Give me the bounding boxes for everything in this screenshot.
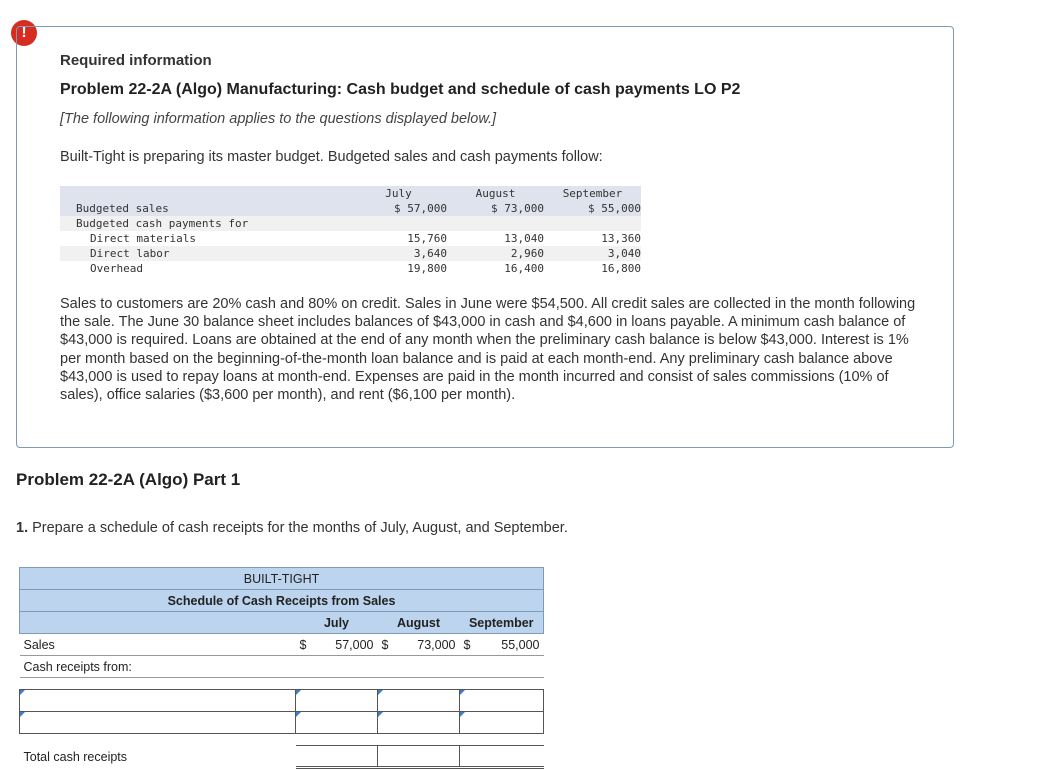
budget-cell: [544, 216, 641, 231]
problem-paragraph: Sales to customers are 20% cash and 80% on credit. Sales in June were $54,500. All credit sales are collected in the month following the sale. The June 30 balance sheet includes balances of $43,000 in cash and $4,600 in loans payable. A minimum cash balance of $43,000 is required. Loans are obtained at the end of any month when the preliminary cash balance is below $43,000. Interest is 1% per month based on the beginning-of-the-month loan balance and is paid at each month-end. Any preliminary cash balance above $43,000 is used to repay loans at month-end. Expenses are paid in the month incurred and consist of sales commissions (10% of sales), office salaries ($3,600 per month), and rent ($6,100 per month).: [60, 296, 916, 404]
cash-receipts-schedule: [19, 567, 544, 769]
budget-cell: 13,040: [504, 232, 544, 245]
receipt-august-input[interactable]: [378, 690, 460, 712]
required-information-label: Required information: [60, 52, 212, 69]
budget-cell: $ 55,000: [544, 201, 641, 216]
budget-cell: $ 73,000: [447, 201, 544, 216]
budget-row: [60, 201, 641, 216]
intro-text: Built-Tight is preparing its master budget. Budgeted sales and cash payments follow:: [60, 149, 603, 165]
budget-row-label: Budgeted sales: [60, 201, 350, 216]
receipt-september-field[interactable]: [464, 713, 539, 733]
budget-cell: [447, 216, 544, 231]
budget-cell: 15,760: [407, 232, 447, 245]
total-july-value[interactable]: [296, 746, 378, 768]
total-august-value[interactable]: [378, 746, 460, 768]
receipt-july-input[interactable]: [296, 712, 378, 734]
budget-cell: 16,800: [601, 262, 641, 275]
budget-row: [60, 261, 641, 276]
dropdown-marker-icon: [378, 712, 383, 717]
budget-row-label: Budgeted cash payments for: [60, 216, 350, 231]
dropdown-marker-icon: [460, 690, 465, 695]
schedule-month-header: September: [460, 612, 544, 634]
receipt-august-field[interactable]: [382, 713, 455, 733]
total-september-value[interactable]: [460, 746, 544, 768]
receipt-september-input[interactable]: [460, 712, 544, 734]
receipt-september-field[interactable]: [464, 691, 539, 711]
budget-table: [60, 186, 641, 276]
receipt-label-input[interactable]: [20, 712, 296, 734]
budget-row-label: Overhead: [90, 262, 143, 275]
schedule-title: Schedule of Cash Receipts from Sales: [20, 590, 544, 612]
alert-icon: !: [11, 20, 37, 46]
dropdown-marker-icon: [378, 690, 383, 695]
instruction-text: Prepare a schedule of cash receipts for the months of July, August, and September.: [28, 520, 568, 536]
part-title: Problem 22-2A (Algo) Part 1: [16, 470, 241, 489]
instruction-number: 1.: [16, 520, 29, 536]
total-cash-receipts-label: Total cash receipts: [23, 749, 128, 764]
receipt-july-input[interactable]: [296, 690, 378, 712]
dropdown-marker-icon: [20, 690, 25, 695]
schedule-header-blank: [20, 612, 296, 634]
budget-cell: 2,960: [447, 246, 544, 261]
receipt-label-field[interactable]: [24, 691, 291, 711]
receipt-label-field[interactable]: [24, 713, 291, 733]
budget-cell: 13,360: [601, 232, 641, 245]
dropdown-marker-icon: [296, 690, 301, 695]
receipt-input-row: [20, 690, 544, 712]
schedule-month-header: August: [378, 612, 460, 634]
sales-row: [20, 634, 544, 656]
sales-value-august: $ 73,000: [378, 634, 460, 656]
budget-row: [60, 231, 641, 246]
budget-cell: 19,800: [407, 262, 447, 275]
schedule-company-name: BUILT-TIGHT: [20, 568, 544, 590]
budget-month-header: August: [447, 186, 544, 201]
budget-cell: $ 57,000: [350, 201, 447, 216]
sales-label: Sales: [20, 634, 296, 656]
dropdown-marker-icon: [296, 712, 301, 717]
part-instruction: [16, 520, 568, 536]
receipt-september-input[interactable]: [460, 690, 544, 712]
receipt-label-input[interactable]: [20, 690, 296, 712]
budget-cell: 16,400: [504, 262, 544, 275]
receipt-july-field[interactable]: [300, 713, 373, 733]
schedule-month-header: July: [296, 612, 378, 634]
problem-title: Problem 22-2A (Algo) Manufacturing: Cash budget and schedule of cash payments LO P2: [60, 81, 741, 98]
applies-note: [The following information applies to the questions displayed below.]: [60, 111, 497, 127]
receipt-august-field[interactable]: [382, 691, 455, 711]
sales-value-september: $ 55,000: [460, 634, 544, 656]
budget-cell: 3,040: [544, 246, 641, 261]
budget-row-label: Direct materials: [90, 232, 196, 245]
budget-row: [60, 216, 641, 231]
budget-header-blank: [60, 186, 350, 201]
budget-cell: 3,640: [350, 246, 447, 261]
receipt-august-input[interactable]: [378, 712, 460, 734]
dropdown-marker-icon: [20, 712, 25, 717]
receipt-july-field[interactable]: [300, 691, 373, 711]
cash-receipts-from-label: Cash receipts from:: [20, 656, 296, 678]
budget-row-label: Direct labor: [60, 246, 350, 261]
budget-row: [60, 246, 641, 261]
receipt-input-row: [20, 712, 544, 734]
dropdown-marker-icon: [460, 712, 465, 717]
cash-receipts-from-row: [20, 656, 544, 678]
required-information-panel: [16, 26, 954, 448]
total-cash-receipts-row: [20, 746, 544, 768]
budget-cell: [350, 216, 447, 231]
budget-month-header: July: [350, 186, 447, 201]
budget-month-header: September: [544, 186, 641, 201]
sales-value-july: $ 57,000: [296, 634, 378, 656]
